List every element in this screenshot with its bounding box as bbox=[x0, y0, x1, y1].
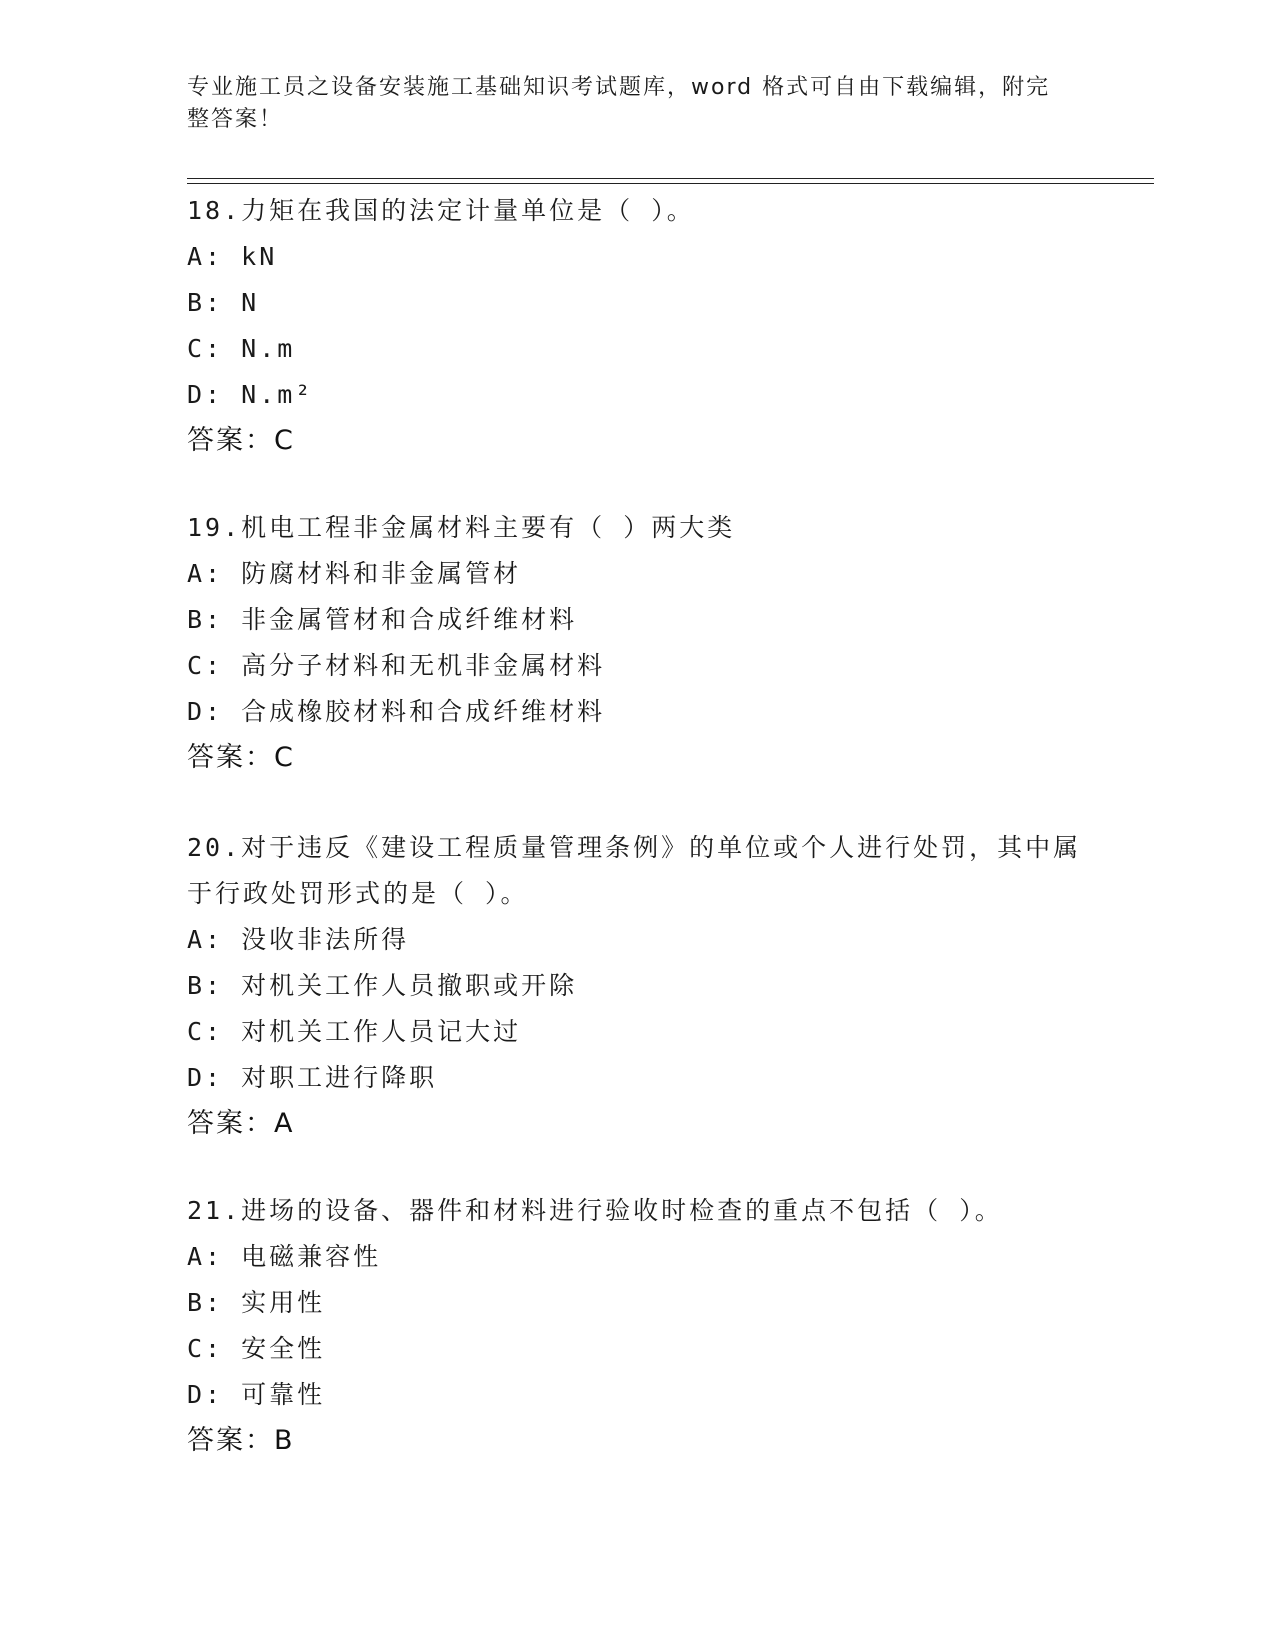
answer-value: C bbox=[274, 742, 294, 773]
option-d: D: 合成橡胶材料和合成纤维材料 bbox=[187, 697, 606, 726]
answer-label: 答案： bbox=[187, 1108, 274, 1139]
option-b: B: 实用性 bbox=[187, 1288, 326, 1317]
answer-line bbox=[187, 418, 1087, 464]
option-b: B: N bbox=[187, 288, 260, 317]
answer-line bbox=[187, 1418, 1087, 1464]
option-d: D: N.m² bbox=[187, 380, 314, 409]
option-a: A: 防腐材料和非金属管材 bbox=[187, 559, 522, 588]
answer-value: A bbox=[274, 1108, 294, 1139]
option-c: C: 高分子材料和无机非金属材料 bbox=[187, 651, 606, 680]
option-d: D: 对职工进行降职 bbox=[187, 1063, 438, 1092]
answer-line bbox=[187, 1101, 1087, 1147]
option-a: A: kN bbox=[187, 242, 278, 271]
option-c: C: 安全性 bbox=[187, 1334, 326, 1363]
question-text: 20.对于违反《建设工程质量管理条例》的单位或个人进行处罚，其中属于行政处罚形式的是（ ）。 bbox=[187, 833, 1082, 908]
question-text: 19.机电工程非金属材料主要有（ ）两大类 bbox=[187, 513, 736, 542]
question-text: 18.力矩在我国的法定计量单位是（ ）。 bbox=[187, 196, 695, 225]
header-divider-top bbox=[187, 178, 1154, 179]
answer-value: C bbox=[274, 425, 294, 456]
question-19 bbox=[187, 505, 1087, 781]
question-18 bbox=[187, 188, 1087, 464]
option-c: C: 对机关工作人员记大过 bbox=[187, 1017, 522, 1046]
option-d: D: 可靠性 bbox=[187, 1380, 326, 1409]
option-b: B: 非金属管材和合成纤维材料 bbox=[187, 605, 578, 634]
option-c: C: N.m bbox=[187, 334, 296, 363]
header-line-1: 专业施工员之设备安装施工基础知识考试题库，word 格式可自由下载编辑，附完 bbox=[187, 75, 1051, 100]
option-a: A: 电磁兼容性 bbox=[187, 1242, 382, 1271]
option-b: B: 对机关工作人员撤职或开除 bbox=[187, 971, 578, 1000]
answer-label: 答案： bbox=[187, 425, 274, 456]
header-line-2: 整答案！ bbox=[187, 107, 284, 132]
document-header bbox=[187, 72, 1067, 136]
answer-value: B bbox=[274, 1425, 294, 1456]
header-divider-bottom bbox=[187, 183, 1154, 184]
answer-label: 答案： bbox=[187, 1425, 274, 1456]
question-text: 21.进场的设备、器件和材料进行验收时检查的重点不包括（ ）。 bbox=[187, 1196, 1003, 1225]
answer-line bbox=[187, 735, 1087, 781]
question-20 bbox=[187, 825, 1087, 1147]
option-a: A: 没收非法所得 bbox=[187, 925, 410, 954]
answer-label: 答案： bbox=[187, 742, 274, 773]
question-21 bbox=[187, 1188, 1087, 1464]
